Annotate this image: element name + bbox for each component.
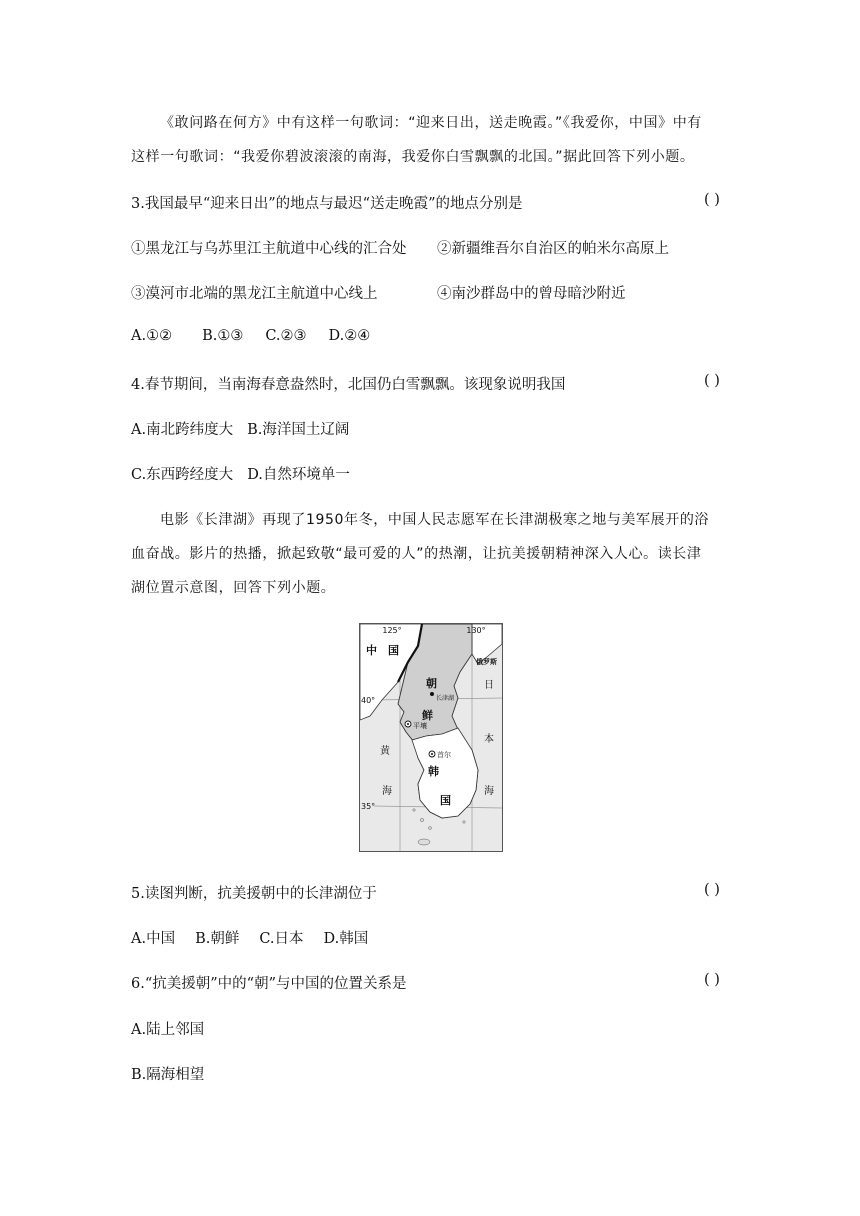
- map-lon-130-label: 130°: [466, 626, 486, 635]
- map-seoul-label: 首尔: [437, 751, 451, 759]
- q3-option-a[interactable]: A.①②: [131, 328, 173, 344]
- map-japan-sea-label-1: 日: [484, 680, 494, 691]
- passage2-line3: 湖位置示意图，回答下列小题。: [131, 580, 336, 596]
- map-lon-125-label: 125°: [382, 626, 402, 635]
- map-yellow-sea-label-2: 海: [382, 786, 392, 797]
- map-pyongyang-label: 平壤: [413, 722, 427, 730]
- map-japan-sea-label-3: 海: [484, 786, 494, 797]
- passage1-line2: 这样一句歌词：“我爱你碧波滚滚的南海，我爱你白雪飘飘的北国。”据此回答下列小题。: [131, 149, 695, 165]
- q4-option-a[interactable]: A.南北跨纬度大: [131, 422, 234, 438]
- q6-option-b[interactable]: B.隔海相望: [131, 1067, 205, 1083]
- q6-answer-paren: ( ): [704, 972, 720, 988]
- q3-item-1: ①黑龙江与乌苏里江主航道中心线的汇合处: [131, 241, 407, 257]
- map-guo-label: 国: [440, 794, 451, 807]
- q4-option-d[interactable]: D.自然环境单一: [247, 467, 350, 483]
- q5-option-d[interactable]: D.韩国: [323, 931, 369, 947]
- map-russia-label: 俄罗斯: [476, 658, 497, 666]
- q4-answer-paren: ( ): [704, 373, 720, 389]
- q5-option-b[interactable]: B.朝鲜: [195, 931, 240, 947]
- map-yellow-sea-label-1: 黄: [380, 746, 390, 757]
- q3-item-2: ②新疆维吾尔自治区的帕米尔高原上: [437, 241, 669, 257]
- q3-item-3: ③漠河市北端的黑龙江主航道中心线上: [131, 286, 378, 302]
- changjin-lake-location-map: [359, 623, 503, 852]
- passage2-line1: 电影《长津湖》再现了1950年冬，中国人民志愿军在长津湖极寒之地与美军展开的浴: [160, 512, 710, 528]
- map-graphic: [360, 624, 502, 851]
- q4-options-row2: [131, 463, 350, 484]
- q3-option-d[interactable]: D.②④: [328, 328, 371, 344]
- q3-option-c[interactable]: C.②③: [265, 328, 307, 344]
- map-lat-40-label: 40°: [361, 696, 376, 705]
- q3-stem: 3.我国最早“迎来日出”的地点与最迟“送走晚霞”的地点分别是: [131, 196, 523, 212]
- map-japan-sea-label-2: 本: [484, 734, 494, 745]
- q5-option-c[interactable]: C.日本: [259, 931, 304, 947]
- q6-stem: 6.“抗美援朝”中的“朝”与中国的位置关系是: [131, 976, 407, 992]
- q5-option-a[interactable]: A.中国: [131, 931, 176, 947]
- q4-stem: 4.春节期间，当南海春意盎然时，北国仍白雪飘飘。该现象说明我国: [131, 377, 566, 393]
- q6-option-a[interactable]: A.陆上邻国: [131, 1022, 205, 1038]
- q3-option-b[interactable]: B.①③: [202, 328, 244, 344]
- map-lat-35-label: 35°: [361, 802, 376, 811]
- map-china-label: 中 国: [366, 644, 399, 657]
- q3-item-4: ④南沙群岛中的曾母暗沙附近: [437, 286, 626, 302]
- q4-option-c[interactable]: C.东西跨经度大: [131, 467, 234, 483]
- q4-options-row1: [131, 418, 349, 439]
- q4-option-b[interactable]: B.海洋国土辽阔: [247, 422, 350, 438]
- q5-answer-paren: ( ): [704, 882, 720, 898]
- map-xian-label: 鲜: [422, 709, 433, 722]
- map-chao-label: 朝: [426, 677, 437, 690]
- map-changjinhu-label: 长津湖: [436, 695, 455, 702]
- q5-stem: 5.读图判断，抗美援朝中的长津湖位于: [131, 886, 377, 902]
- q3-options: [131, 328, 390, 344]
- map-han-label: 韩: [428, 765, 439, 778]
- passage1-line1: 《敢问路在何方》中有这样一句歌词：“迎来日出，送走晚霞。”《我爱你，中国》中有: [160, 115, 702, 131]
- changjin-lake-marker: [430, 692, 434, 696]
- q3-answer-paren: ( ): [704, 192, 720, 208]
- q5-options: [131, 927, 368, 948]
- passage2-line2: 血奋战。影片的热播，掀起致敬“最可爱的人”的热潮，让抗美援朝精神深入人心。读长津: [131, 546, 702, 562]
